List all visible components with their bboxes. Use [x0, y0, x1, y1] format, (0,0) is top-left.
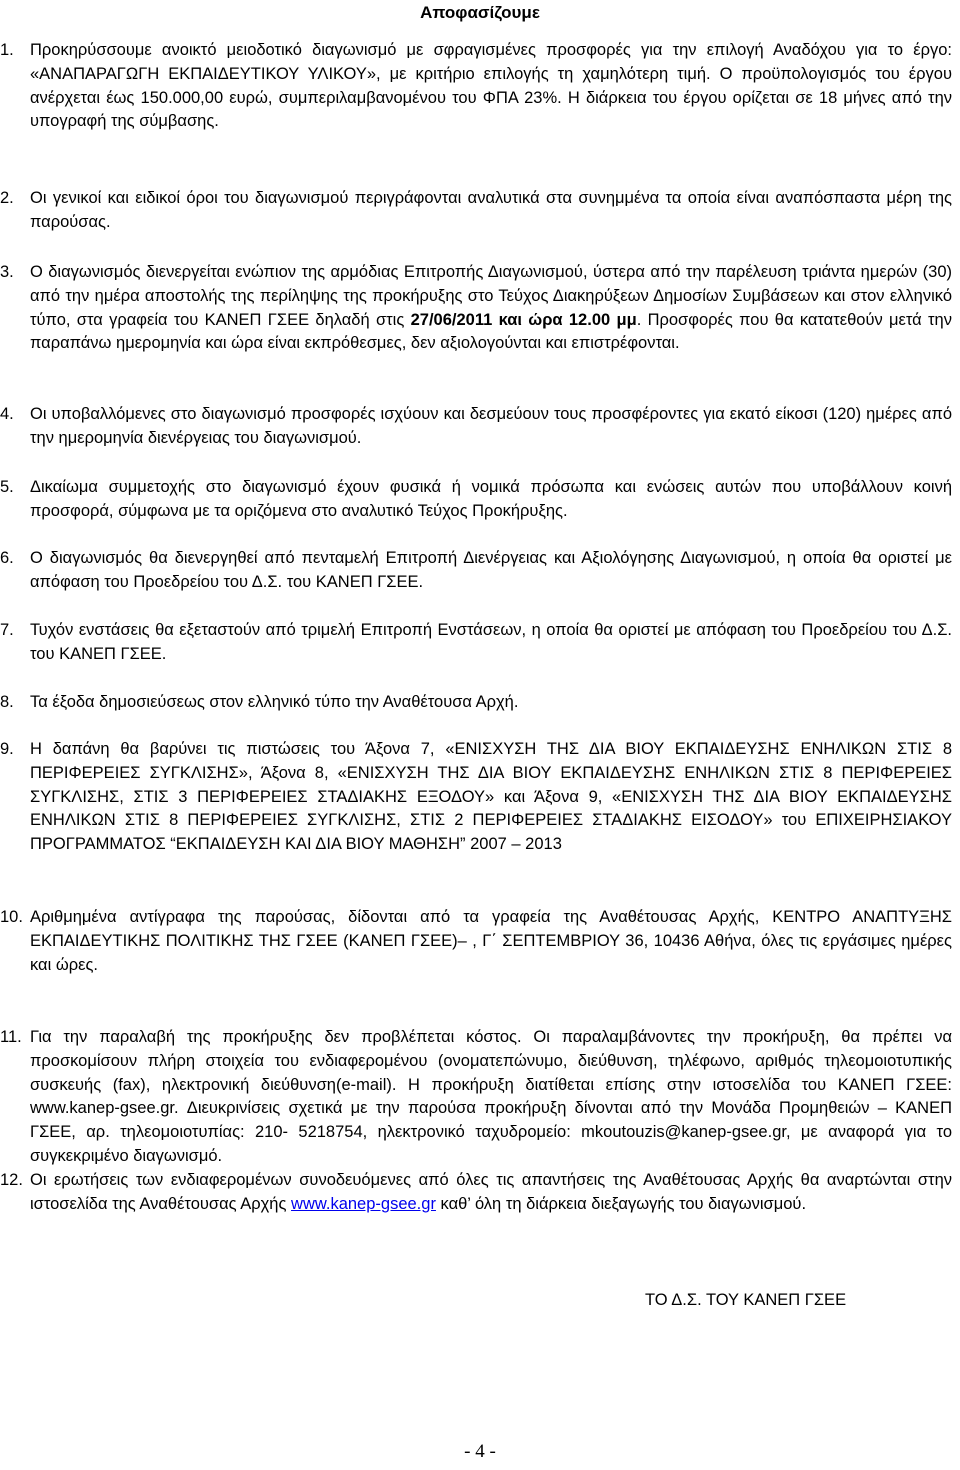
clause-number: 5.: [0, 478, 14, 496]
clause-12: [0, 1169, 952, 1217]
clause-number: 6.: [0, 549, 14, 567]
clause-text: Αριθμημένα αντίγραφα της παρούσας, δίδονται από τα γραφεία της Αναθέτουσας Αρχής, ΚΕΝΤΡΟ ΑΝΑΠΤΥΞΗΣ ΕΚΠΑΙΔΕΥΤΙΚΗΣ ΠΟΛΙΤΙΚΗΣ ΤΗΣ ΓΣΕΕ (ΚΑΝΕΠ ΓΣΕΕ)– , Γ΄ ΣΕΠΤΕΜΒΡΙΟΥ 36, 10436 Αθήνα, όλες τις εργάσιμες ημέρες και ώρες.: [30, 908, 952, 974]
clause-9: [0, 738, 952, 857]
website-link[interactable]: www.kanep-gsee.gr: [291, 1194, 436, 1213]
deadline-date: 27/06/2011 και ώρα 12.00 μμ: [410, 310, 637, 329]
clause-number: 1.: [0, 41, 14, 59]
clause-text: Ο διαγωνισμός θα διενεργηθεί από πενταμελή Επιτροπή Διενέργειας και Αξιολόγησης Διαγωνισμού, η οποία θα οριστεί με απόφαση του Προεδρείου του Δ.Σ. του ΚΑΝΕΠ ΓΣΕΕ.: [30, 549, 952, 591]
clause-1: [0, 39, 952, 134]
clause-7: [0, 619, 952, 667]
clause-2: [0, 187, 952, 235]
clause-11: [0, 1026, 952, 1169]
clause-8: [0, 691, 952, 715]
clause-number: 3.: [0, 263, 14, 281]
decision-heading: Αποφασίζουμε: [420, 3, 540, 22]
clause-number: 8.: [0, 693, 14, 711]
clause-text: Οι γενικοί και ειδικοί όροι του διαγωνισμού περιγράφονται αναλυτικά στα συνημμένα τα οποία είναι αναπόσπαστα μέρη της παρούσας.: [30, 189, 952, 231]
clause-number: 7.: [0, 621, 14, 639]
clause-number: 10.: [0, 908, 23, 926]
clause-number: 9.: [0, 740, 14, 758]
clause-text: Προκηρύσσουμε ανοικτό μειοδοτικό διαγωνισμό με σφραγισμένες προσφορές για την επιλογή Αναδόχου για το έργο: «ΑΝΑΠΑΡΑΓΩΓΗ ΕΚΠΑΙΔΕΥΤΙΚΟΥ ΥΛΙΚΟΥ», με κριτήριο επιλογής τη χαμηλότερη τιμή. Ο προϋπολογισμός του έργου ανέρχεται έως 150.000,00 ευρώ, συμπεριλαμβανομένου του ΦΠΑ 23%. Η διάρκεια του έργου ορίζεται σε 18 μήνες από την υπογραφή της σύμβασης.: [30, 41, 952, 131]
page-number: - 4 -: [464, 1441, 496, 1462]
clause-4: [0, 403, 952, 451]
clause-5: [0, 476, 952, 524]
clause-number: 11.: [0, 1028, 22, 1046]
clause-text: Οι υποβαλλόμενες στο διαγωνισμό προσφορές ισχύουν και δεσμεύουν τους προσφέροντες για εκατό είκοσι (120) ημέρες από την ημερομηνία διενέργειας του διαγωνισμού.: [30, 405, 952, 447]
clause-text: Για την παραλαβή της προκήρυξης δεν προβλέπεται κόστος. Οι παραλαμβάνοντες την προκήρυξη, θα πρέπει να προσκομίσουν πλήρη στοιχεία του ενδιαφερομένου (ονοματεπώνυμο, διεύθυνση, τηλέφωνο, αριθμός τηλεομοιοτυπικής συσκευής (fax), ηλεκτρονική διεύθυνση(e-mail). Η προκήρυξη διατίθεται επίσης στην ιστοσελίδα του ΚΑΝΕΠ ΓΣΕΕ: www.kanep-gsee.gr. Διευκρινίσεις σχετικά με την παρούσα προκήρυξη δίνονται από την Μονάδα Προμηθειών – ΚΑΝΕΠ ΓΣΕΕ, αρ. τηλεομοιοτυπίας: 210- 5218754, ηλεκτρονικό ταχυδρομείο: mkoutouzis@kanep-gsee.gr, με αναφορά για το συγκεκριμένο διαγωνισμό.: [30, 1028, 952, 1165]
clause-text: Τα έξοδα δημοσιεύσεως στον ελληνικό τύπο την Αναθέτουσα Αρχή.: [30, 693, 519, 711]
clause-text-continued: . Προσφορές που θα κατατεθούν μετά την παραπάνω ημερομηνία και ώρα είναι εκπρόθεσμες, δεν αξιολογούνται και επιστρέφονται.: [30, 310, 952, 353]
clause-number: 12.: [0, 1171, 23, 1189]
clause-text: Ο διαγωνισμός διενεργείται ενώπιον της αρμόδιας Επιτροπής Διαγωνισμού, ύστερα από την παρέλευση τριάντα ημερών (30) από την ημέρα αποστολής της περίληψης της προκήρυξης στο Τεύχος Διακηρύξεων Δημοσίων Συμβάσεων και στον ελληνικό τύπο, στα γραφεία του ΚΑΝΕΠ ΓΣΕΕ δηλαδή στις: [30, 263, 952, 329]
clause-text: Δικαίωμα συμμετοχής στο διαγωνισμό έχουν φυσικά ή νομικά πρόσωπα και ενώσεις αυτών που υποβάλλουν κοινή προσφορά, σύμφωνα με τα οριζόμενα στο αναλυτικό Τεύχος Προκήρυξης.: [30, 478, 952, 520]
clause-6: [0, 547, 952, 595]
clause-text-continued: καθ’ όλη τη διάρκεια διεξαγωγής του διαγωνισμού.: [440, 1194, 807, 1213]
clause-number: 2.: [0, 189, 14, 207]
clause-text: Η δαπάνη θα βαρύνει τις πιστώσεις του Άξονα 7, «ΕΝΙΣΧΥΣΗ ΤΗΣ ΔΙΑ ΒΙΟΥ ΕΚΠΑΙΔΕΥΣΗΣ ΕΝΗΛΙΚΩΝ ΣΤΙΣ 8 ΠΕΡΙΦΕΡΕΙΕΣ ΣΥΓΚΛΙΣΗΣ», Άξονα 8, «ΕΝΙΣΧΥΣΗ ΤΗΣ ΔΙΑ ΒΙΟΥ ΕΚΠΑΙΔΕΥΣΗΣ ΕΝΗΛΙΚΩΝ ΣΤΙΣ 8 ΠΕΡΙΦΕΡΕΙΕΣ ΣΥΓΚΛΙΣΗΣ, ΣΤΙΣ 3 ΠΕΡΙΦΕΡΕΙΕΣ ΣΤΑΔΙΑΚΗΣ ΕΞΟΔΟΥ» και Άξονα 9, «ΕΝΙΣΧΥΣΗ ΤΗΣ ΔΙΑ ΒΙΟΥ ΕΚΠΑΙΔΕΥΣΗΣ ΕΝΗΛΙΚΩΝ ΣΤΙΣ 8 ΠΕΡΙΦΕΡΕΙΕΣ ΣΥΓΚΛΙΣΗΣ, ΣΤΙΣ 2 ΠΕΡΙΦΕΡΕΙΕΣ ΣΤΑΔΙΑΚΗΣ ΕΙΣΟΔΟΥ» του ΕΠΙΧΕΙΡΗΣΙΑΚΟΥ ΠΡΟΓΡΑΜΜΑΤΟΣ “ΕΚΠΑΙΔΕΥΣΗ ΚΑΙ ΔΙΑ ΒΙΟΥ ΜΑΘΗΣΗ” 2007 – 2013: [30, 740, 952, 854]
clause-number: 4.: [0, 405, 14, 423]
signature-line: ΤΟ Δ.Σ. ΤΟΥ ΚΑΝΕΠ ΓΣΕΕ: [645, 1291, 847, 1309]
clause-3: [0, 261, 952, 356]
clause-10: [0, 906, 952, 977]
clause-text: Τυχόν ενστάσεις θα εξεταστούν από τριμελή Επιτροπή Ενστάσεων, η οποία θα οριστεί με απόφαση του Προεδρείου του Δ.Σ. του ΚΑΝΕΠ ΓΣΕΕ.: [30, 621, 952, 663]
clause-text: Οι ερωτήσεις των ενδιαφερομένων συνοδευόμενες από όλες τις απαντήσεις της Αναθέτουσας Αρχής θα αναρτώνται στην ιστοσελίδα της Αναθέτουσας Αρχής: [30, 1171, 952, 1213]
